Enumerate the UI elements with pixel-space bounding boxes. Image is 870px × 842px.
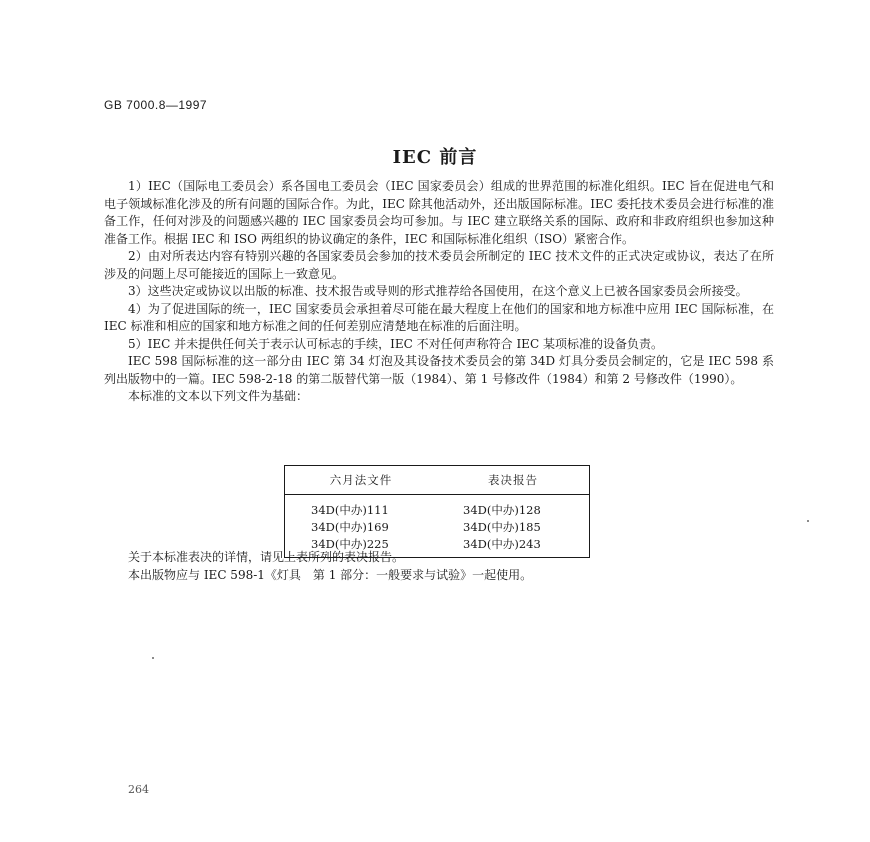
paragraph-6: IEC 598 国际标准的这一部分由 IEC 第 34 灯泡及其设备技术委员会的第 34D 灯具分委员会制定的，它是 IEC 598 系列出版物中的一篇。IEC 598-2-18 的第二版替代第一版（1984）、第 1 号修改件（1984）和第 2 号修改件（1990）。: [104, 354, 774, 386]
table-header: 表决报告: [437, 466, 590, 495]
scan-speck: [152, 657, 154, 659]
table-cell: 34D(中办)128: [463, 502, 541, 517]
table-cell: 34D(中办)111: [311, 502, 389, 517]
table-cell: 34D(中办)243: [463, 536, 541, 551]
paragraph-3: 3）这些决定或协议以出版的标准、技术报告或导则的形式推荐给各国使用，在这个意义上已被各国家委员会所接受。: [128, 284, 748, 298]
closing-notes: [104, 549, 774, 584]
table-cell: 34D(中办)185: [463, 519, 541, 534]
paragraph-2: 2）由对所表达内容有特别兴趣的各国家委员会参加的技术委员会所制定的 IEC 技术文件的正式决定或协议，表达了在所涉及的问题上尽可能接近的国际上一致意见。: [104, 249, 774, 281]
paragraph-1: 1）IEC（国际电工委员会）系各国电工委员会（IEC 国家委员会）组成的世界范围的标准化组织。IEC 旨在促进电气和电子领域标准化涉及的所有问题的国际合作。为此，IEC 除其他活动外，还出版国际标准。IEC 委托技术委员会进行标准的准备工作，任何对涉及的问题感兴趣的 IEC 国家委员会均可参加。与 IEC 建立联络关系的国际、政府和非政府组织也参加这种准备工作。根据 IEC 和 ISO 两组织的协议确定的条件，IEC 和国际标准化组织（ISO）紧密合作。: [104, 179, 774, 246]
note-1: 关于本标准表决的详情，请见上表所列的表决报告。: [128, 550, 405, 564]
foreword-body: [104, 178, 774, 406]
table-cell: 34D(中办)169: [311, 519, 389, 534]
paragraph-4: 4）为了促进国际的统一，IEC 国家委员会承担着尽可能在最大程度上在他们的国家和地方标准中应用 IEC 国际标准，在 IEC 标准和相应的国家和地方标准之间的任何差别应清楚地在标准的后面注明。: [104, 301, 774, 333]
paragraph-7: 本标准的文本以下列文件为基础：: [128, 389, 309, 403]
page-title: IEC 前言: [392, 147, 478, 168]
table-row: [285, 495, 590, 519]
scan-speck: [807, 520, 809, 522]
paragraph-5: 5）IEC 并未提供任何关于表示认可标志的手续，IEC 不对任何声称符合 IEC 某项标准的设备负责。: [128, 336, 663, 351]
note-2: 本出版物应与 IEC 598-1《灯具 第 1 部分：一般要求与试验》一起使用。: [128, 567, 533, 582]
table-header-row: [285, 466, 590, 495]
table-header: 六月法文件: [285, 466, 438, 495]
standard-number: GB 7000.8—1997: [104, 98, 208, 112]
table-row: [285, 518, 590, 535]
table-cell: 34D(中办)225: [311, 536, 389, 551]
page-number: 264: [128, 783, 149, 796]
document-table: [284, 465, 590, 558]
